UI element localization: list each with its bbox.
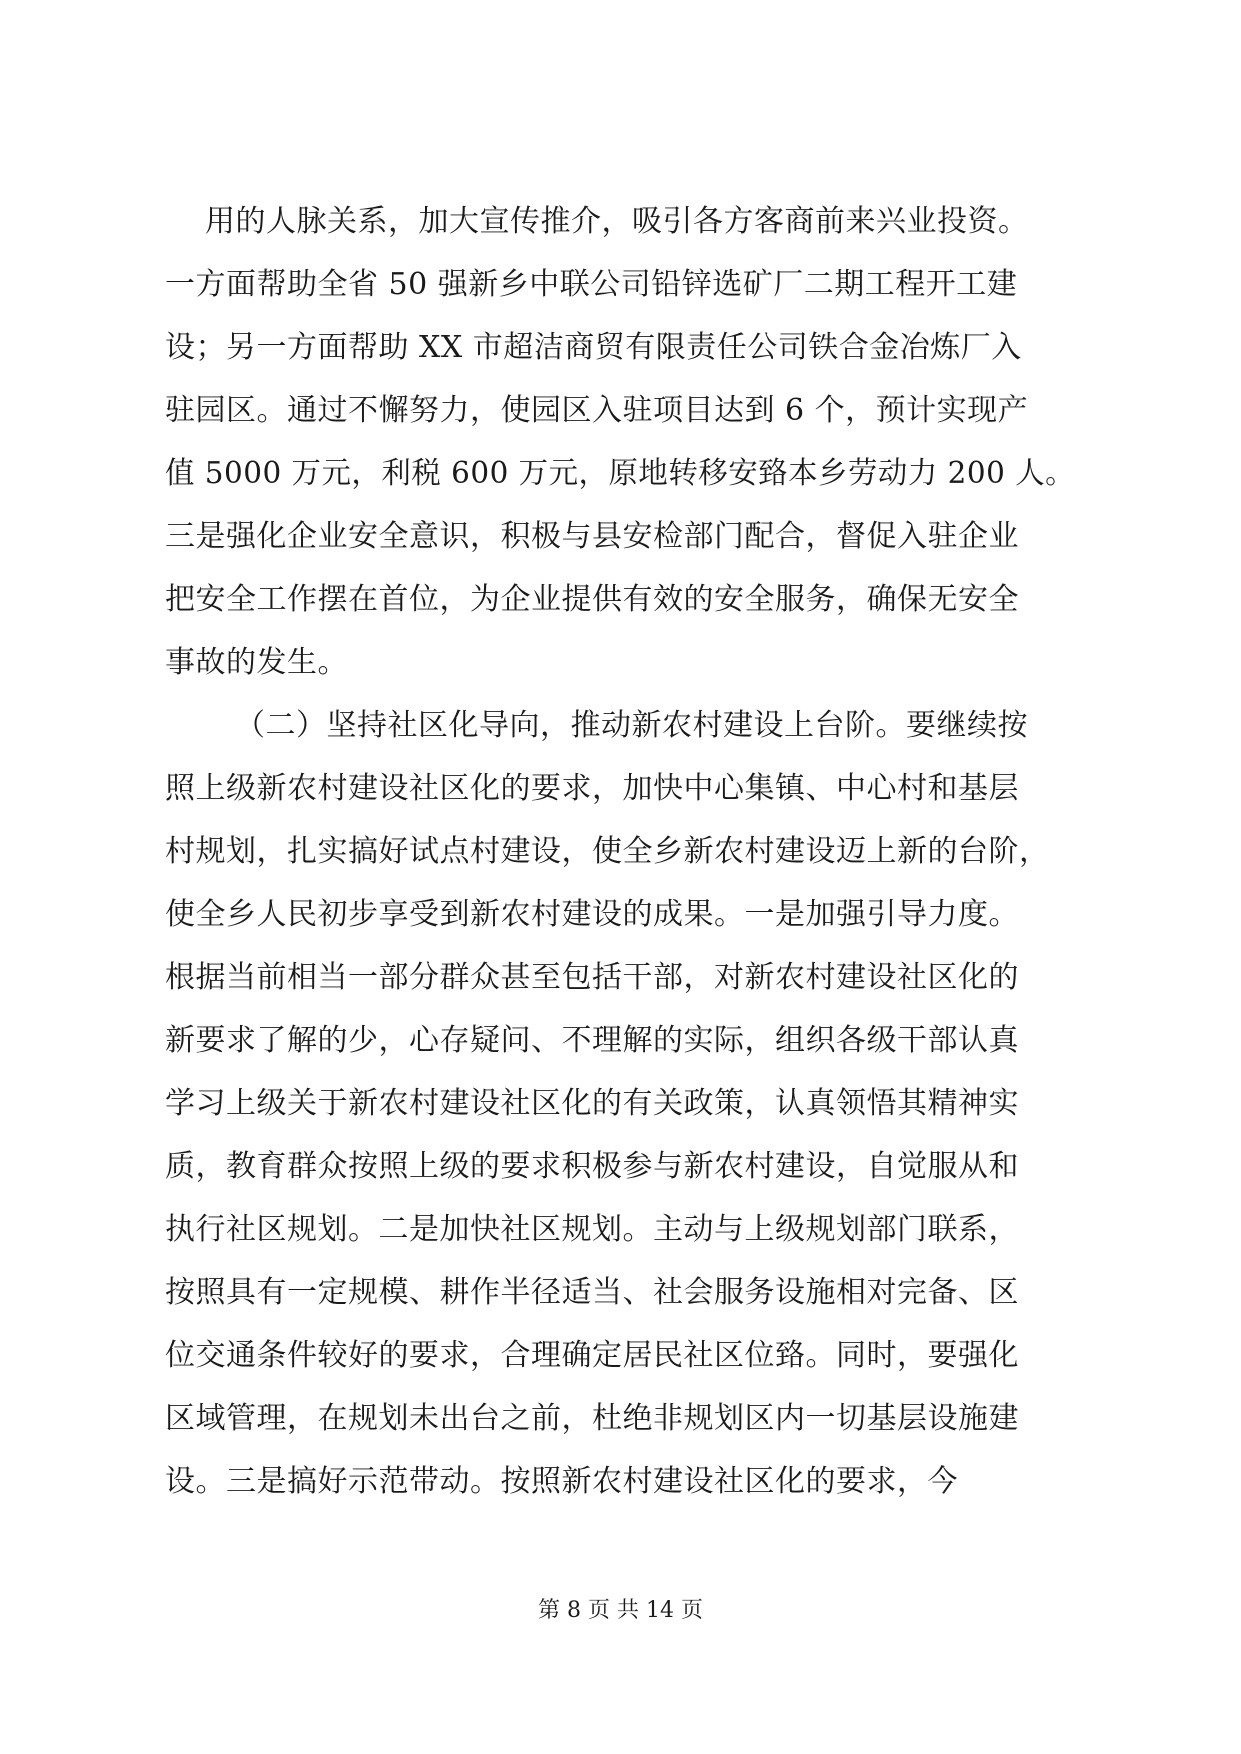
text-line: 质，教育群众按照上级的要求积极参与新农村建设，自觉服从和	[165, 1149, 1019, 1184]
text-line: 村规划，扎实搞好试点村建设，使全乡新农村建设迈上新的台阶，	[165, 834, 1050, 869]
text-line: 执行社区规划。二是加快社区规划。主动与上级规划部门联系，	[165, 1212, 1019, 1247]
text-line: 新要求了解的少，心存疑问、不理解的实际，组织各级干部认真	[165, 1023, 1019, 1058]
text-line: 事故的发生。	[165, 645, 348, 680]
text-line: 值 5000 万元，利税 600 万元，原地转移安臵本乡劳动力 200 人。	[165, 456, 1076, 491]
text-line: 设；另一方面帮助 XX 市超洁商贸有限责任公司铁合金冶炼厂入	[165, 330, 1022, 365]
text-line: 位交通条件较好的要求，合理确定居民社区位臵。同时，要强化	[165, 1338, 1019, 1373]
text-line: 学习上级关于新农村建设社区化的有关政策，认真领悟其精神实	[165, 1086, 1019, 1121]
page-footer: 第 8 页 共 14 页	[538, 1598, 703, 1623]
text-line: 三是强化企业安全意识，积极与县安检部门配合，督促入驻企业	[165, 519, 1019, 554]
text-line: 按照具有一定规模、耕作半径适当、社会服务设施相对完备、区	[165, 1275, 1019, 1310]
text-line: 照上级新农村建设社区化的要求，加快中心集镇、中心村和基层	[165, 771, 1019, 806]
text-line: （二）坚持社区化导向，推动新农村建设上台阶。要继续按	[235, 708, 1028, 743]
text-line: 一方面帮助全省 50 强新乡中联公司铅锌选矿厂二期工程开工建	[165, 267, 1018, 302]
text-line: 根据当前相当一部分群众甚至包括干部，对新农村建设社区化的	[165, 960, 1019, 995]
text-line: 把安全工作摆在首位，为企业提供有效的安全服务，确保无安全	[165, 582, 1019, 617]
text-line: 驻园区。通过不懈努力，使园区入驻项目达到 6 个，预计实现产	[165, 393, 1029, 428]
text-line: 使全乡人民初步享受到新农村建设的成果。一是加强引导力度。	[165, 897, 1019, 932]
text-line: 区域管理，在规划未出台之前，杜绝非规划区内一切基层设施建	[165, 1401, 1019, 1436]
text-line: 设。三是搞好示范带动。按照新农村建设社区化的要求，今	[165, 1464, 958, 1499]
text-line: 用的人脉关系，加大宣传推介，吸引各方客商前来兴业投资。	[205, 204, 1029, 239]
